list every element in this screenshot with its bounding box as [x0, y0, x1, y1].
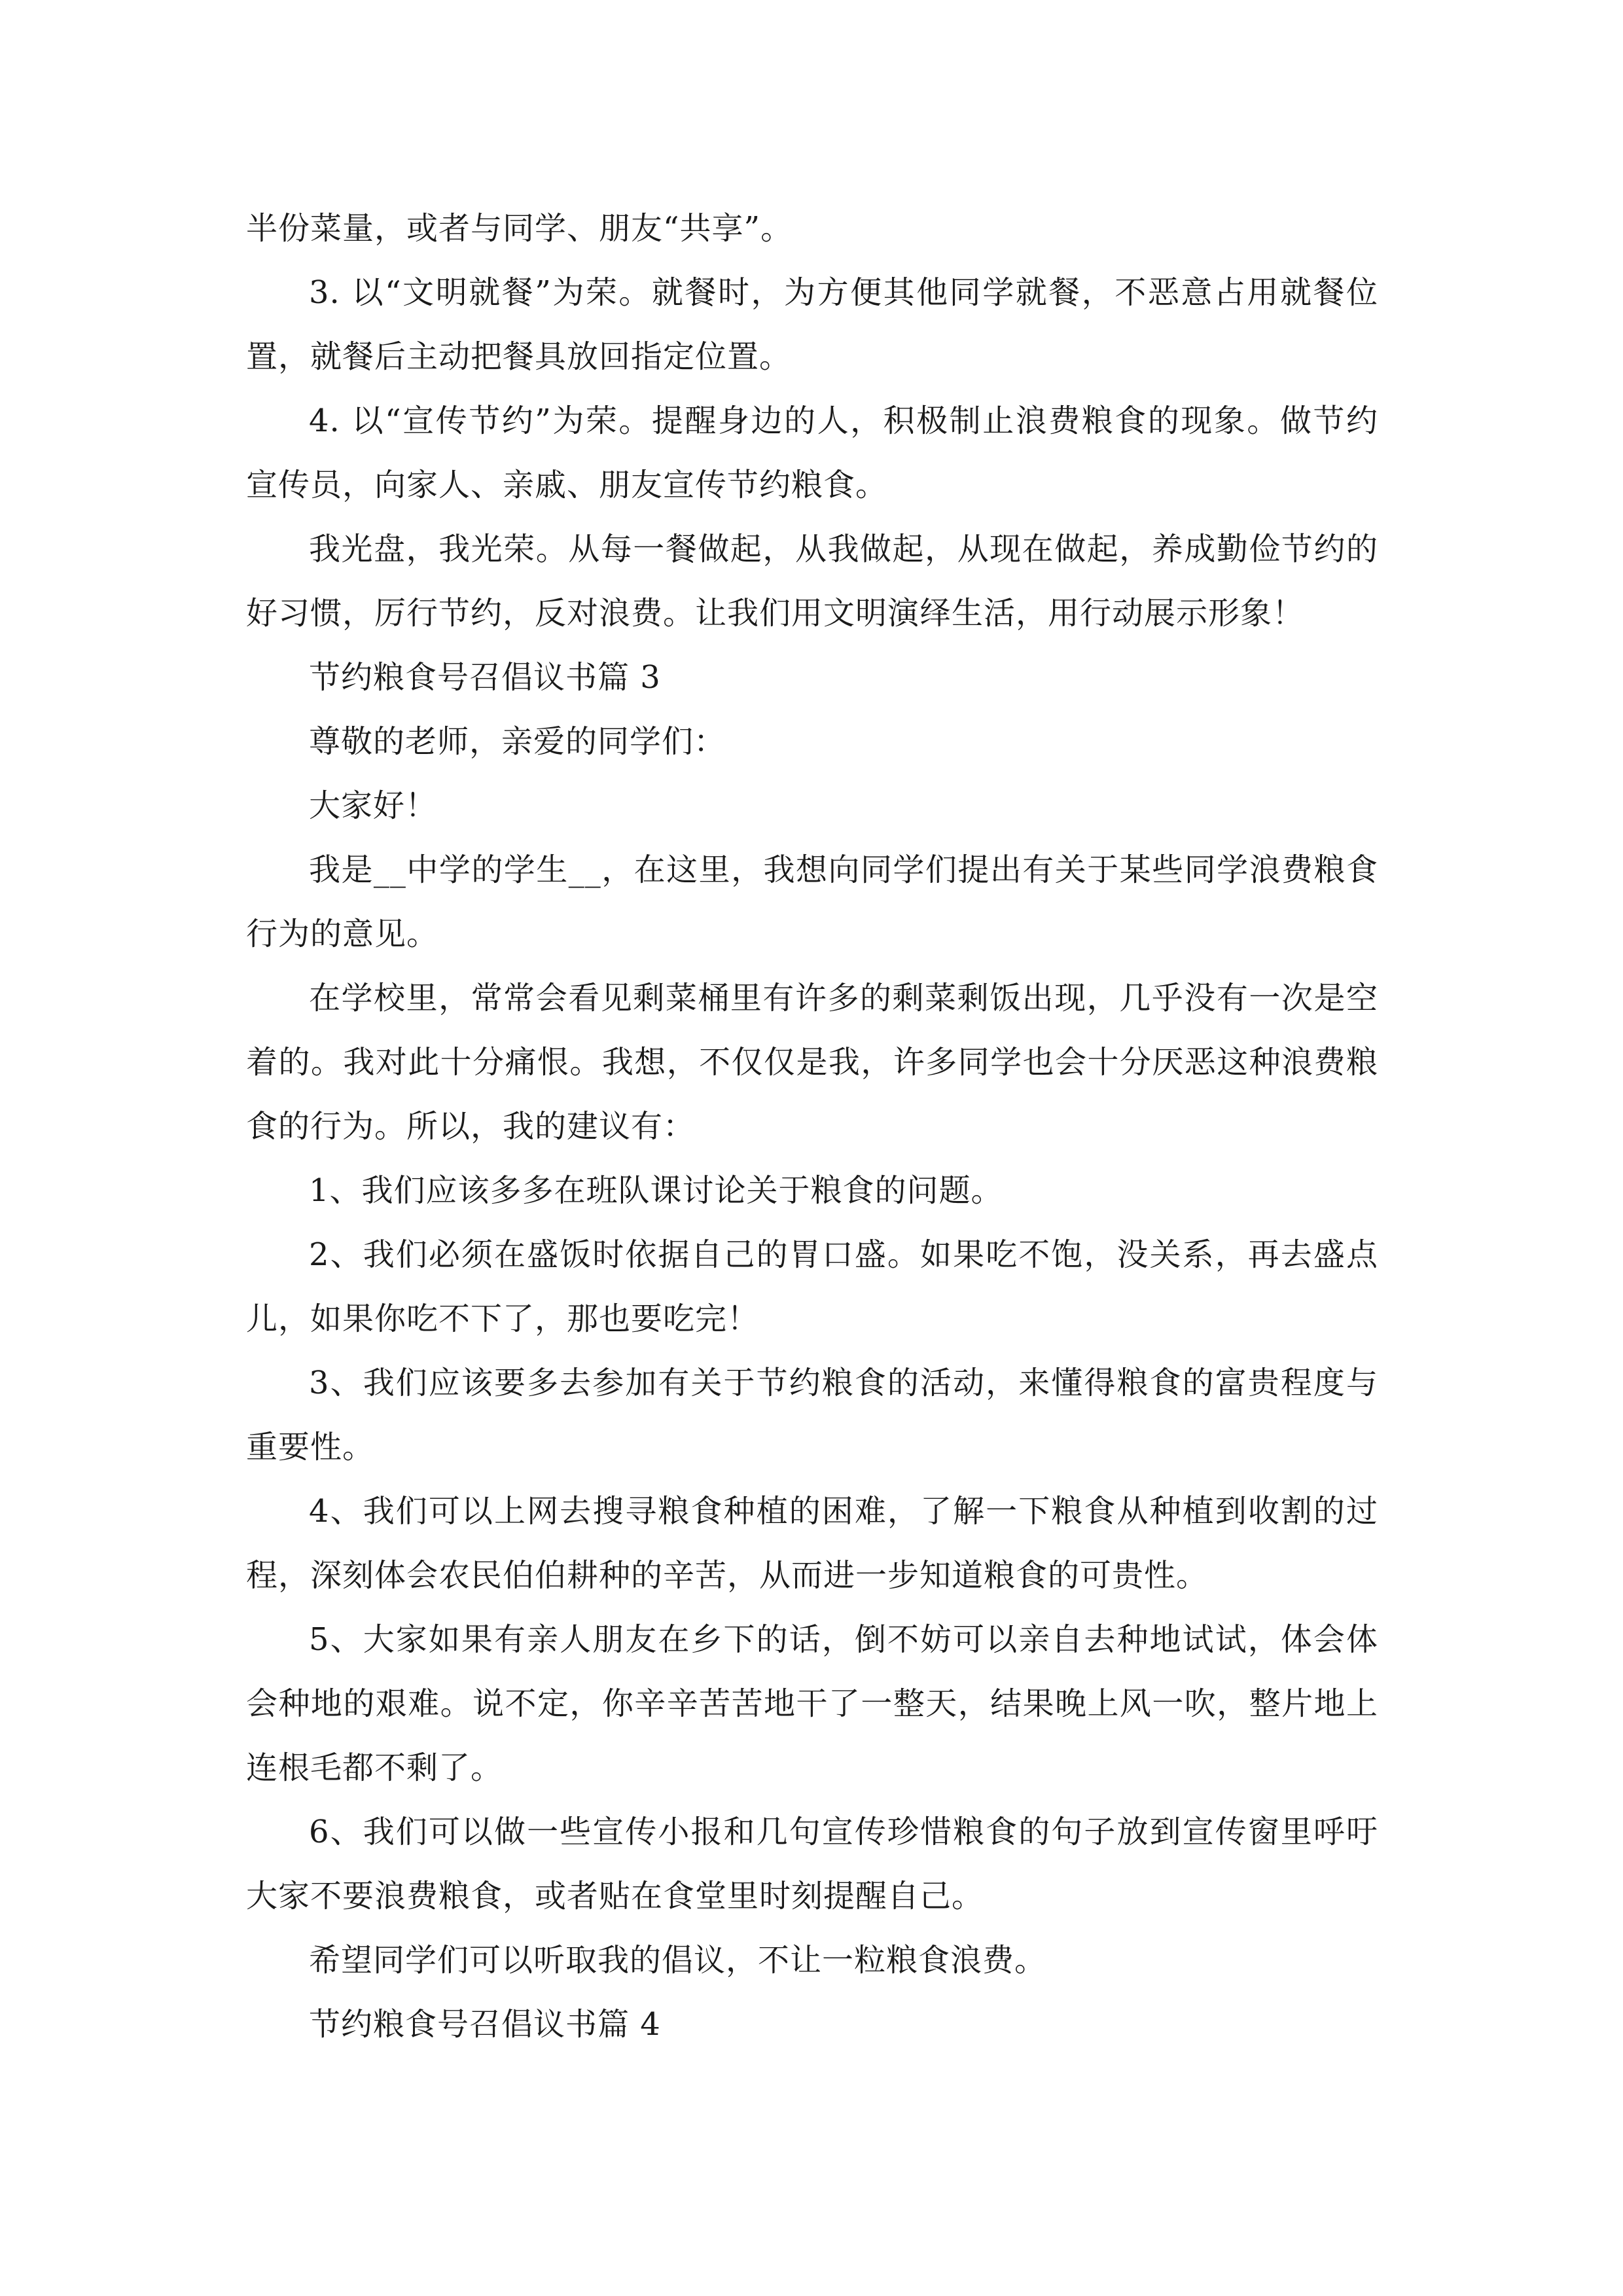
paragraph: 4. 以“宣传节约”为荣。提醒身边的人，积极制止浪费粮食的现象。做节约宣传员，向家人、亲戚、朋友宣传节约粮食。	[246, 403, 1378, 503]
paragraph: 我光盘，我光荣。从每一餐做起，从我做起，从现在做起，养成勤俭节约的好习惯，厉行节约，反对浪费。让我们用文明演绎生活，用行动展示形象！	[246, 531, 1378, 632]
paragraph: 在学校里，常常会看见剩菜桶里有许多的剩菜剩饭出现，几乎没有一次是空着的。我对此十分痛恨。我想，不仅仅是我，许多同学也会十分厌恶这种浪费粮食的行为。所以，我的建议有：	[246, 980, 1378, 1145]
list-item: 5、大家如果有亲人朋友在乡下的话，倒不妨可以亲自去种地试试，体会体会种地的艰难。说不定，你辛辛苦苦地干了一整天，结果晚上风一吹，整片地上连根毛都不剩了。	[246, 1621, 1378, 1786]
document-body	[246, 196, 1378, 2056]
greeting: 大家好！	[309, 787, 438, 824]
list-item: 1、我们应该多多在班队课讨论关于粮食的问题。	[309, 1172, 1003, 1209]
salutation: 尊敬的老师，亲爱的同学们：	[309, 723, 726, 760]
section-heading: 节约粮食号召倡议书篇 3	[309, 659, 661, 696]
section-heading: 节约粮食号召倡议书篇 4	[309, 2006, 661, 2043]
list-item: 2、我们必须在盛饭时依据自己的胃口盛。如果吃不饱，没关系，再去盛点儿，如果你吃不下了，那也要吃完！	[246, 1236, 1378, 1337]
list-item: 6、我们可以做一些宣传小报和几句宣传珍惜粮食的句子放到宣传窗里呼吁大家不要浪费粮食，或者贴在食堂里时刻提醒自己。	[246, 1814, 1378, 1914]
paragraph: 我是__中学的学生__，在这里，我想向同学们提出有关于某些同学浪费粮食行为的意见。	[246, 852, 1378, 952]
paragraph: 半份菜量，或者与同学、朋友“共享”。	[246, 210, 793, 247]
paragraph: 希望同学们可以听取我的倡议，不让一粒粮食浪费。	[309, 1942, 1047, 1979]
list-item: 4、我们可以上网去搜寻粮食种植的困难，了解一下粮食从种植到收割的过程，深刻体会农民伯伯耕种的辛苦，从而进一步知道粮食的可贵性。	[246, 1493, 1378, 1594]
list-item: 3、我们应该要多去参加有关于节约粮食的活动，来懂得粮食的富贵程度与重要性。	[246, 1365, 1378, 1465]
paragraph: 3. 以“文明就餐”为荣。就餐时，为方便其他同学就餐，不恶意占用就餐位置，就餐后主动把餐具放回指定位置。	[246, 274, 1378, 375]
